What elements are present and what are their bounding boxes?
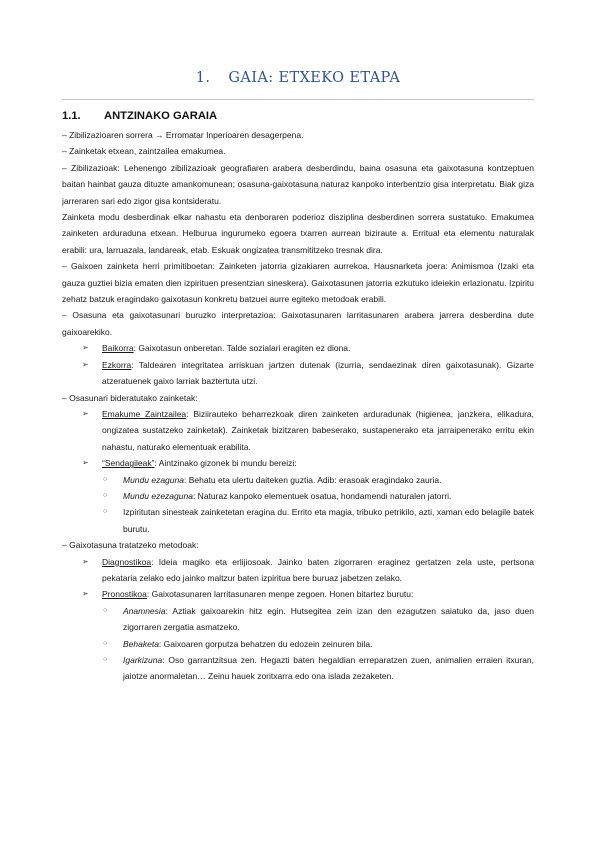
sub-bullet-item [62,488,534,504]
circle-bullet-icon: ○ [103,639,108,647]
circle-bullet-icon: ○ [103,656,108,663]
paragraph: – Osasunari bideratutako zainketak: [62,392,198,403]
sub-bullet-term: Mundu ezaguna [123,474,184,485]
section-heading [62,110,217,122]
bullet-text: : Taldearen integritatea arriskuan jartzen dutenak (izurria, sendaezinak diren gaixotasunak). Gizarte atzeratuenek gaixo larriak baztertuta utzi. [102,359,534,387]
sub-bullet-item [62,652,534,685]
sub-bullet-term: Igarkizuna [123,655,163,665]
sub-bullet-item [62,603,534,636]
paragraph: Zainketa modu desberdinak elkar nahastu eta denboraren poderioz disziplina desberdinen sorrera sustatuko. Emakumea zainketen arduraduna etxean. Helburua ingurumeko egoera txarren aurrean biziraute a. Erritual eta elementu naturalak erabili: ura, larruazala, landareak, etab. Eskuak ongizatea transmititzeko tresnak dira. [62,212,534,255]
arrow-bullet-icon: ➢ [82,589,89,599]
bullet-term: Diagnostikoa [102,556,152,567]
title-divider [62,99,534,100]
paragraph: – Gaixotasuna tratatzeko metodoak: [62,540,199,551]
chapter-number: 1. [195,70,211,86]
bullet-item [62,340,534,356]
sub-bullet-text: Izpiritutan sinesteak zainketetan eragina du. Errito eta magia, tribuko petrikilo, azti, xaman edo belagile batek burutu. [123,507,534,534]
bullet-item [62,586,534,602]
sub-bullet-text: : Behatu eta ulertu daiteken guztia. Adib: erasoak eragindako zauria. [183,474,442,485]
circle-bullet-icon: ○ [103,475,108,483]
paragraph: – Zibilizazioak: Lehenengo zibilizazioak geografiaren arabera desberdindu, baina osasuna eta gaixotasuna kontzeptuen baitan hainbat gauza dituzte amankomunean; osasuna-gaixotasuna naturaz kanpoko interbentzio gisa interpretatu. Biak giza jarreraren sari edo zigor gisa kontsideratu. [62,162,534,206]
bullet-item [62,455,534,471]
sub-bullet-text: : Oso garrantzitsua zen. Hegazti baten hegaldian erreparatzen zuen, animalien erraien itxuran, jaiotze anormaletan… Zeinu hauek zoritxarra edo ona islada zezaketen. [123,655,534,682]
bullet-term: Ezkorra [102,359,132,370]
arrow-bullet-icon: ➢ [82,408,89,418]
paragraph: – Osasuna eta gaixotasunari buruzko interpretazioa: Gaixotasunaren larritasunaren arabera jarrera desberdina dute gaixoarekiko. [62,310,534,337]
paragraph: – Zibilizazioaren sorrera → Erromatar Inperioaren desagerpena. [62,130,304,140]
sub-bullet-text: : Gaixoaren gorputza behatzen du edozein zeinuren bila. [158,638,373,649]
arrow-bullet-icon: ➢ [82,556,89,566]
circle-bullet-icon: ○ [103,491,108,499]
section-number: 1.1. [62,110,81,122]
document-body [62,127,534,685]
bullet-item [62,406,534,455]
bullet-text: : Aintzinako gizonek bi mundu bereizi: [154,458,297,469]
bullet-item [62,554,534,587]
arrow-bullet-icon: ➢ [82,359,89,369]
bullet-text: : Gaixotasun onberetan. Talde sozialari eragiten ez diona. [133,343,351,354]
circle-bullet-icon: ○ [103,508,108,516]
sub-bullet-item [62,472,534,488]
bullet-item [62,357,534,390]
chapter-title [62,70,534,86]
bullet-term: Baikorra [102,343,134,354]
bullet-term: Emakume Zaintzailea [102,408,187,419]
bullet-text: : Gaixotasunaren larritasunaren menpe zegoen. Honen bitartez burutu: [146,589,414,600]
sub-bullet-term: Behaketa [123,638,159,649]
arrow-bullet-icon: ➢ [82,343,89,353]
sub-bullet-term: Anamnesia [123,605,166,616]
sub-bullet-term: Mundu ezezaguna [123,490,193,501]
arrow-bullet-icon: ➢ [82,458,89,468]
paragraph: – Gaixoen zainketa herri primitiboetan: Zainketen jatorria gizakiaren aurrekoa. Hausnarketa joera: Animismoa (Izaki eta gauza guztiei bizia ematen dien izpirituen presentzian sineskera). Gaixotasunen jatorria ezkutuko ideiekin erlazionatu. Izpiritu zehatz batzuk eragindako gaixotasun konkretu batzuei aurre egiteko metodoak erabili. [62,261,534,305]
sub-bullet-text: : Naturaz kanpoko elementuek osatua, hondamendi naturalen jatorri. [192,490,452,501]
sub-bullet-item [62,636,534,652]
chapter-title-text: GAIA: ETXEKO ETAPA [228,70,401,86]
sub-bullet-text: : Aztiak gaixoarekin hitz egin. Hutsegitea zein izan den ezagutzen saiatuko da, jaso duen zigorraren zergatia asmatzeko. [123,605,534,633]
circle-bullet-icon: ○ [103,606,108,614]
bullet-term: Pronostikoa [102,589,147,600]
bullet-text: : Biziirauteko beharrezkoak diren zainketen arduradunak (higienea, janzkera, elikadura, ongizatea sustatzeko zainketak). Zainketak bizitzaren babeserako, sustapenerako eta jarraipenerako erritu ekin nahastu, naturako elementuak erabilita. [102,408,535,452]
bullet-text: : Ideia magiko eta erlijiosoak. Jainko baten zigorraren eraginez gertatzen zela uste, pertsona pekataria zelako edo jainko maltzur baten izpiritua bere buruaz jabetzen zelako. [102,556,534,583]
bullet-term: “Sendagileak” [102,458,155,469]
section-title: ANTZINAKO GARAIA [104,110,218,122]
sub-bullet-item [62,504,534,537]
paragraph: – Zainketak etxean, zaintzailea emakumea. [62,146,226,157]
